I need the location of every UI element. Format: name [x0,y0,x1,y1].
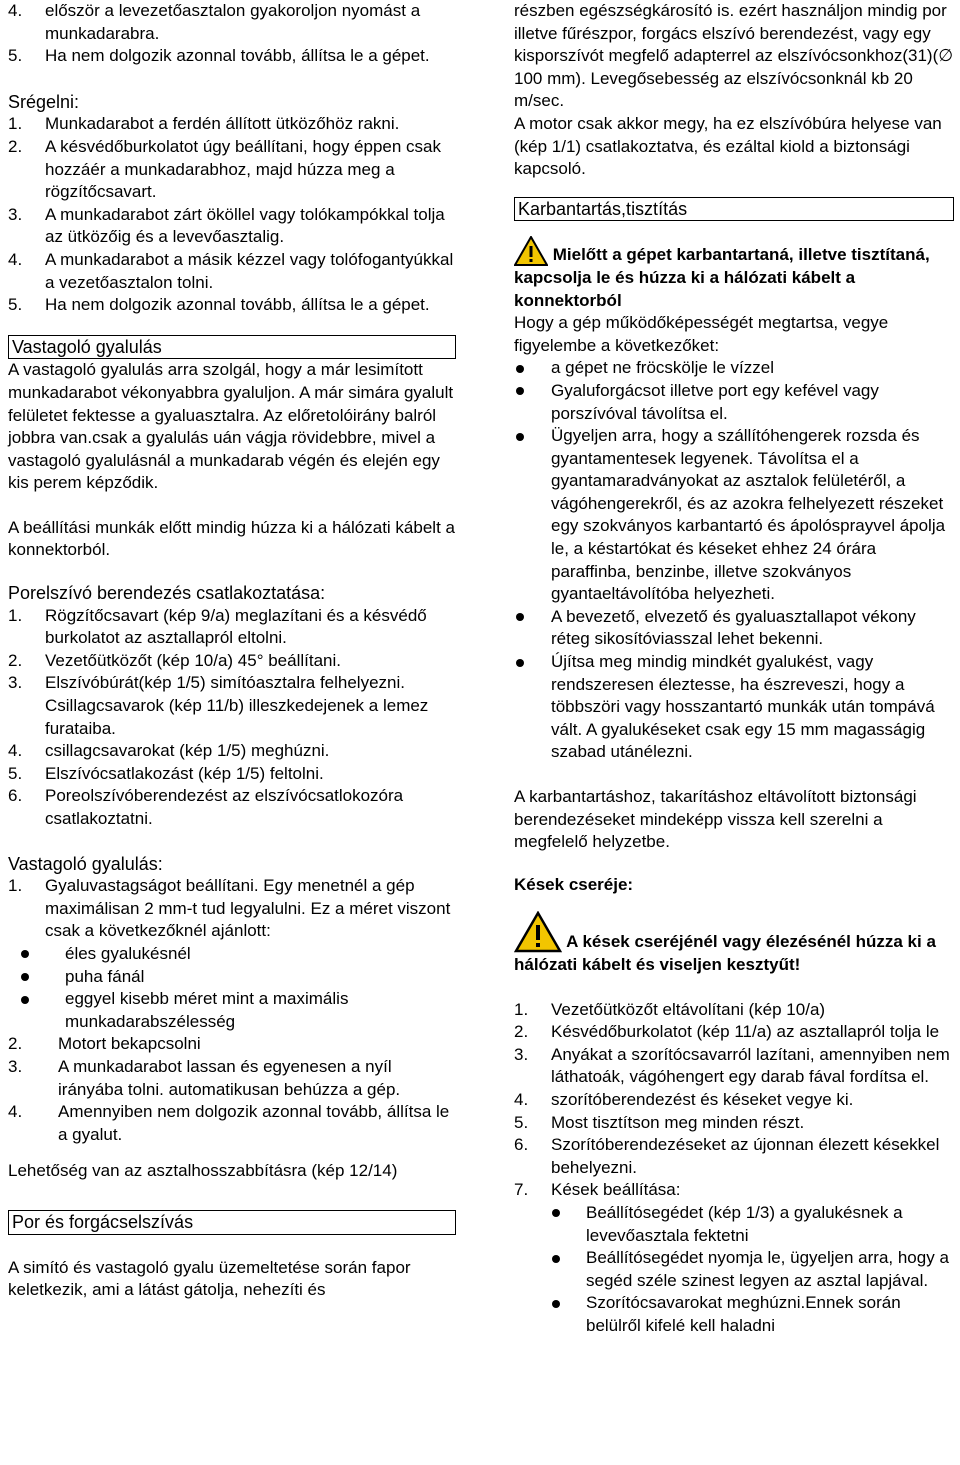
warning-icon [514,911,562,953]
bullet-item: Újítsa meg mindig mindkét gyalukést, vagy rendszeresen éleztesse, ha észreveszi, hogy a többszöri vagy hosszantartó munkák után tompává vált. A gyalukéseket csak egy 15 mm magasságig szabad utánélezni. [514,651,954,764]
section-box-karbantartas: Karbantartás,tisztítás [514,197,954,222]
list-item: 5. Ha nem dolgozik azonnal tovább, állítsa le a gépet. [8,295,430,315]
bullet-item: A bevezető, elvezető és gyaluasztallapot vékony réteg sikosítóviasszal lehet bekenni. [514,606,954,651]
knife-warning: A kések cseréjénél vagy élezésénél húzza ki a hálózati kábelt és viseljen kesztyűt! [514,911,954,976]
bullet-icon [552,1300,560,1308]
bullet-item: Beállítósegédet (kép 1/3) a gyalukésnek a levevőasztala fektetni [514,1202,954,1247]
bullet-icon [516,433,524,441]
bullet-icon [21,950,29,958]
bullet-icon [552,1255,560,1263]
list-item: 1. Munkadarabot a ferdén állított ütközőhöz rakni. [8,114,400,134]
sregelni-list [8,113,456,316]
section-box-por: Por és forgácselszívás [8,1210,456,1235]
list-item: 3. A munkadarabot lassan és egyenesen a nyíl irányába tolni. automatikusan behúzza a gép. [8,1056,401,1099]
section-title-vastagolo2: Vastagoló gyalulás: [8,853,163,874]
bullet-item: puha fánál [8,966,456,989]
list-item: 4. Amennyiben nem dolgozik azonnal tovább, állítsa le a gyalut. [8,1102,450,1144]
list-item: 4. A munkadarabot a másik kézzel vagy tolófogantyúkkal a vezetőasztalon tolni. [8,249,454,292]
list-item: 2. Vezetőütközőt (kép 10/a) 45° beállítani. [8,650,341,670]
por-paragraph: A simító és vastagoló gyalu üzemeltetése során fapor keletkezik, ami a látást gátolja, nehezíti és [8,1257,411,1300]
right-column [514,0,954,1337]
diameter-symbol: ∅ [938,46,954,66]
section-box-vastagolo: Vastagoló gyalulás [8,335,456,360]
list-item: 3. Elszívóbúrát(kép 1/5) simítóasztalra felhelyezni. Csillagcsavarok (kép 11/b) illeszkedejenek a lemez furataiba. [8,673,429,738]
vastagolo2-list [8,875,456,1146]
extension-note: Lehetőség van az asztalhosszabbításra (kép 12/14) [8,1161,398,1181]
list-item: 1. Rögzítőcsavart (kép 9/a) meglazítani és a késvédő burkolatot az asztallapról eltolni. [8,605,427,648]
list-item: 1. Vezetőütközőt eltávolítani (kép 10/a) [514,999,826,1019]
porelszivo-list [8,605,456,831]
warning-icon [514,236,548,266]
bullet-icon [516,365,524,373]
list-item: 3. A munkadarabot zárt ököllel vagy tolókampókkal tolja az ütközőig és a levevőasztalig. [8,204,445,247]
bullet-item: Beállítósegédet nyomja le, ügyeljen arra, hogy a segéd széle szinest legyen az asztal lapjával. [514,1247,954,1292]
section-title-kesek: Kések cseréje: [514,874,634,894]
bullet-icon [516,613,524,621]
bullet-item: Szorítócsavarokat meghúzni.Ennek során belülről kifelé kell haladni [514,1292,954,1337]
list-item: 7. Kések beállítása: [514,1180,681,1200]
bullet-item: Gyaluforgácsot illetve port egy kefével vagy porszívóval távolítsa el. [514,380,954,425]
bullet-icon [21,996,29,1004]
maintenance-warning: Mielőtt a gépet karbantartaná, illetve tisztítaná, kapcsolja le és húzza ki a hálózati kábelt a konnektorból [514,236,954,312]
bullet-item: éles gyalukésnél [8,943,456,966]
maintenance-paragraph: A karbantartáshoz, takarításhoz eltávolított biztonsági berendezéseket mindeképp vissza kell szerelni a megfelelő helyzetbe. [514,787,917,852]
bullet-item: Ügyeljen arra, hogy a szállítóhengerek rozsda és gyantamentesek legyenek. Távolítsa el a gyantamaradványokat az asztalok felületéről, a vágóhengerekről, és az azokra felhelyezett részeket egy szokványos karbantartó és ápolósprayvel ápolja le, a késtartókat és késeket ehhez 24 órára paraffinba, benzinbe, illetve szokványos gyantaeltávolítóba helyezheti. [514,425,954,606]
bullet-icon [516,659,524,667]
vastagolo-note: A beállítási munkák előtt mindig húzza ki a hálózati kábelt a konnektorból. [8,517,455,560]
bullet-icon [516,387,524,395]
intro-list [8,0,456,68]
bullet-icon [21,973,29,981]
maintenance-bullets [514,357,954,764]
maintenance-intro: Hogy a gép működőképességét megtartsa, vegye figyelembe a következőket: [514,313,889,355]
list-item: 3. Anyákat a szorítócsavarról lazítani, amennyiben nem láthatoák, vágóhengert egy darab fával fordítsa el. [514,1044,950,1087]
left-column [8,0,456,1302]
section-title-sregelni: Srégelni: [8,91,80,112]
vastagolo-paragraph: A vastagoló gyalulás arra szolgál, hogy a már lesimított munkadarabot vékonyabbra gyaluljon. A már simára gyalult felületet fektesse a gyaluasztalra. Az előretolóirány balról jobbra van.csak a gyalulás uán vágja rövidebbre, mivel a vastagoló gyalulásnál a munkadarab végén és elején egy kis perem képződik. [8,360,454,493]
motor-paragraph: A motor csak akkor megy, ha ez elszívóbúra helyese van (kép 1/1) csatlakoztatva, és ezáltal kiold a biztonsági kapcsoló. [514,113,942,179]
list-item: 5. Elszívócsatlakozást (kép 1/5) feltolni. [8,763,324,783]
dust-paragraph: részben egészségkárosító is. ezért használjon mindig por illetve fűrészpor, forgács elszívó berendezést, vagy egy kisporszívót megfelő adapterrel az elszívócsonkhoz(31)(∅ 100 mm). Levegősebesség az elszívócsonknál kb 20 m/sec. [514,1,954,111]
list-item: 5. Most tisztítson meg minden részt. [514,1112,805,1132]
section-title-porelszivo: Porelszívó berendezés csatlakoztatása: [8,583,326,604]
list-item: 6. Szorítóberendezéseket az újonnan élezett késekkel behelyezni. [514,1135,940,1177]
bullet-item: eggyel kisebb méret mint a maximális munkadarabszélesség [8,988,456,1033]
list-item: 2. Késvédőburkolatot (kép 11/a) az asztallapról tolja le [514,1022,940,1042]
list-item: 2. Motort bekapcsolni [8,1034,201,1054]
list-item: 4. először a levezetőasztalon gyakoroljon nyomást a munkadarabra. [8,1,421,43]
bullet-icon [552,1209,560,1217]
list-item: 2. A késvédőburkolatot úgy beállítani, hogy éppen csak hozzáér a munkadarabhoz, majd húzza meg a rögzítőcsavart. [8,136,441,202]
list-item: 4. csillagcsavarokat (kép 1/5) meghúzni. [8,741,330,761]
list-item: 4. szorítóberendezést és késeket vegye ki. [514,1089,854,1109]
knife-list [514,999,954,1338]
list-item: 6. Poreolszívóberendezést az elszívócsatlokozóra csatlakoztatni. [8,786,404,828]
list-item: 5. Ha nem dolgozik azonnal tovább, állítsa le a gépet. [8,46,430,66]
bullet-item: a gépet ne fröcskölje le vízzel [514,357,954,380]
list-item: 1. Gyaluvastagságot beállítani. Egy menetnél a gép maximálisan 2 mm-t tud legyalulni. Ez a méret viszont csak a következőknél ajánlott: [8,876,451,941]
